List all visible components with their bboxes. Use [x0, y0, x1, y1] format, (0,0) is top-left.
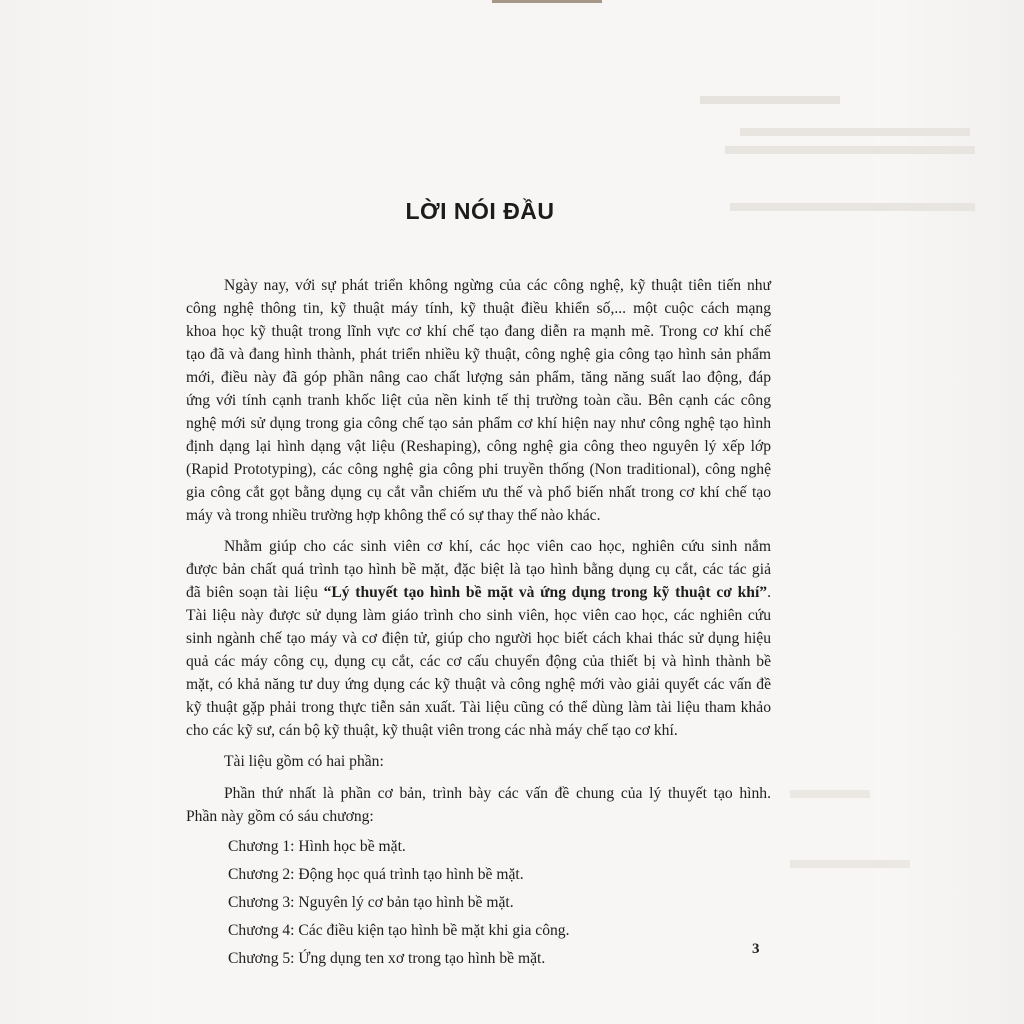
- text-line: ứng với tính cạnh tranh khốc liệt của nền kinh tế thị trường toàn cầu. Bên cạnh các công: [186, 392, 771, 409]
- text-line: quả các máy công cụ, dụng cụ cắt, các cơ cấu chuyển động của thiết bị và hình thành bề: [186, 653, 771, 670]
- list-item: Chương 2: Động học quá trình tạo hình bề mặt.: [228, 866, 524, 883]
- text-line: mới, điều này đã góp phần nâng cao chất lượng sản phẩm, tăng năng suất lao động, đáp: [186, 369, 771, 386]
- paragraph-parts: Tài liệu gồm có hai phần:: [224, 753, 384, 770]
- list-item: Chương 4: Các điều kiện tạo hình bề mặt khi gia công.: [228, 922, 570, 939]
- binding-edge: [492, 0, 602, 3]
- text-line: Ngày nay, với sự phát triển không ngừng của các công nghệ, kỹ thuật tiên tiến như: [224, 277, 771, 294]
- text-span: đã biên soạn tài liệu: [186, 584, 324, 601]
- text-line: kỹ thuật gặp phải trong thực tiễn sản xuất. Tài liệu cũng có thể dùng làm tài liệu tham khảo: [186, 699, 771, 716]
- page-number: 3: [752, 941, 760, 957]
- text-span: .: [767, 584, 771, 601]
- text-line: sinh ngành chế tạo máy và cơ điện tử, giúp cho người học biết cách khai thác sử dụng hiệu: [186, 630, 771, 647]
- text-line: định dạng lại hình dạng vật liệu (Reshaping), công nghệ gia công theo nguyên lý xếp lớp: [186, 438, 771, 455]
- text-line: [186, 583, 771, 603]
- text-line: (Rapid Prototyping), các công nghệ gia công phi truyền thống (Non traditional), công nghệ: [186, 461, 771, 478]
- text-line: mặt, có khả năng tư duy ứng dụng các kỹ thuật và công nghệ mới vào giải quyết các vấn đề: [186, 676, 771, 693]
- text-line: cho các kỹ sư, cán bộ kỹ thuật, kỹ thuật viên trong các nhà máy chế tạo cơ khí.: [186, 722, 678, 739]
- text-line: tạo đã và đang hình thành, phát triển nhiều kỹ thuật, công nghệ gia công tạo hình sản phẩm: [186, 346, 771, 363]
- text-line: Phần này gồm có sáu chương:: [186, 808, 374, 825]
- text-line: máy và trong nhiều trường hợp không thể có sự thay thế nào khác.: [186, 507, 601, 524]
- text-line: Tài liệu này được sử dụng làm giáo trình cho sinh viên, học viên cao học, các nghiên cứu: [186, 607, 771, 624]
- list-item: Chương 3: Nguyên lý cơ bản tạo hình bề mặt.: [228, 894, 514, 911]
- list-item: Chương 5: Ứng dụng ten xơ trong tạo hình bề mặt.: [228, 950, 546, 967]
- page-left-margin: [0, 0, 160, 1024]
- text-line: công nghệ thông tin, kỹ thuật máy tính, kỹ thuật điều khiển số,... một cuộc cách mạng: [186, 300, 771, 317]
- text-line: được bản chất quá trình tạo hình bề mặt, đặc biệt là tạo hình bằng dụng cụ cắt, các tác giả: [186, 561, 771, 578]
- text-line: khoa học kỹ thuật trong lĩnh vực cơ khí chế tạo đang diễn ra mạnh mẽ. Trong cơ khí chế: [186, 323, 771, 340]
- book-title: “Lý thuyết tạo hình bề mặt và ứng dụng trong kỹ thuật cơ khí”: [323, 584, 768, 601]
- list-item: Chương 1: Hình học bề mặt.: [228, 838, 406, 855]
- text-line: gia công cắt gọt bằng dụng cụ cắt vẫn chiếm ưu thế và phổ biến nhất trong cơ khí chế tạo: [186, 484, 771, 501]
- text-line: Nhằm giúp cho các sinh viên cơ khí, các học viên cao học, nghiên cứu sinh nắm: [224, 538, 771, 555]
- page-title: LỜI NÓI ĐẦU: [405, 198, 555, 224]
- text-line: nghệ mới sử dụng trong gia công chế tạo sản phẩm cơ khí hiện nay như công nghệ tạo hình: [186, 415, 771, 432]
- text-line: Phần thứ nhất là phần cơ bản, trình bày các vấn đề chung của lý thuyết tạo hình.: [224, 785, 771, 802]
